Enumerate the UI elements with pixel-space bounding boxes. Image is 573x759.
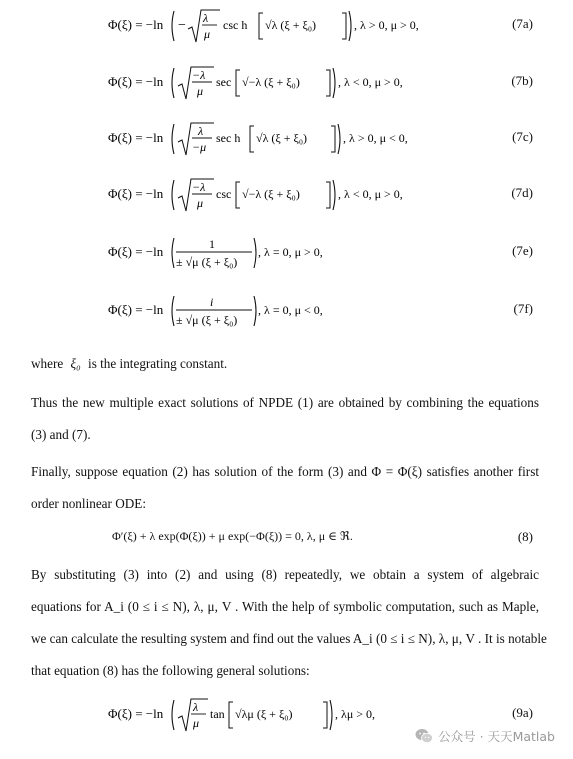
eq-condition: , λ = 0, μ < 0, [258, 303, 323, 317]
eq-denominator: −μ [192, 140, 207, 154]
paragraph-line: that equation (8) has the following general solutions: [31, 663, 310, 678]
equation-number: (8) [517, 529, 533, 544]
eq-argument: √−λ (ξ + ξ₀) [242, 75, 300, 89]
eq-condition: , λ > 0, μ > 0, [354, 18, 419, 32]
paragraph-line: order nonlinear ODE: [31, 496, 146, 511]
eq-denominator: μ [204, 27, 211, 41]
where-rest: is the integrating constant. [88, 356, 228, 371]
eq-function: sec [216, 75, 232, 89]
equation-7c-math [108, 117, 408, 161]
paragraph-line: equations for A_i (0 ≤ i ≤ N), λ, μ, V . With the help of symbolic computation, such as Maple, [31, 599, 539, 614]
equation-number: (7d) [511, 185, 533, 200]
eq-condition: , λμ > 0, [335, 707, 376, 721]
equation-number: (7b) [511, 73, 533, 88]
eq-argument: √−λ (ξ + ξ₀) [242, 187, 300, 201]
equation-7e [108, 231, 573, 271]
paragraph-3 [31, 559, 547, 687]
paragraph-2 [31, 456, 539, 520]
paragraph-line: (3) and (7). [31, 427, 91, 442]
eq-function: tan [210, 707, 225, 721]
eq-function: sec h [216, 131, 241, 145]
eq-lhs: Φ(ξ) = −ln [108, 186, 164, 201]
eq-denominator: μ [193, 716, 200, 730]
eq-lhs: Φ(ξ) = −ln [108, 706, 164, 721]
eq-numerator: i [210, 295, 214, 309]
equation-7a-math [108, 4, 419, 48]
paragraph-line: we can calculate the resulting system and find out the values A_i (0 ≤ i ≤ N), λ, μ, V . It is notable [31, 631, 547, 646]
eq-numerator: λ [193, 700, 199, 714]
equation-7f-math [108, 289, 408, 333]
eq-numerator: −λ [192, 180, 206, 194]
equation-7b-math [108, 61, 408, 105]
equation-8-text: Φ′(ξ) + λ exp(Φ(ξ)) + μ exp(−Φ(ξ)) = 0, λ, μ ∈ ℜ. [112, 529, 353, 543]
eq-numerator: −λ [192, 68, 206, 82]
eq-denominator: ± √μ (ξ + ξ₀) [176, 313, 238, 327]
equation-number: (7c) [512, 129, 533, 144]
equation-number: (7e) [512, 243, 533, 258]
eq-lhs: Φ(ξ) = −ln [108, 244, 164, 259]
equation-number: (7a) [512, 16, 533, 31]
eq-numerator: λ [198, 124, 204, 138]
eq-condition: , λ < 0, μ > 0, [338, 187, 403, 201]
equation-7f [108, 289, 573, 329]
equation-7d [108, 173, 573, 213]
eq-minus-sign: − [178, 18, 186, 33]
equation-9a-math [108, 693, 408, 737]
equation-7d-math [108, 173, 408, 217]
eq-lhs: Φ(ξ) = −ln [108, 74, 164, 89]
wechat-icon [415, 728, 433, 744]
eq-numerator: λ [203, 11, 209, 25]
eq-denominator: μ [197, 196, 204, 210]
equation-7a [108, 4, 573, 44]
where-word: where [31, 356, 64, 371]
eq-lhs: Φ(ξ) = −ln [108, 130, 164, 145]
equation-number: (7f) [513, 301, 533, 316]
eq-argument: √λμ (ξ + ξ₀) [235, 707, 293, 721]
eq-numerator: 1 [209, 237, 215, 251]
watermark-text: 公众号 · 天天Matlab [438, 729, 555, 744]
equation-7b [108, 61, 573, 101]
eq-denominator: ± √μ (ξ + ξ₀) [176, 255, 238, 269]
paragraph-line: By substituting (3) into (2) and using (8) repeatedly, we obtain a system of algebraic [31, 567, 539, 582]
paragraph-1 [31, 387, 539, 451]
eq-function: csc h [223, 18, 248, 32]
equation-7e-math [108, 231, 408, 275]
watermark [415, 727, 555, 745]
eq-function: csc [216, 187, 232, 201]
eq-argument: √λ (ξ + ξ₀) [256, 131, 308, 145]
paragraph-line: Finally, suppose equation (2) has solution of the form (3) and Φ = Φ(ξ) satisfies another first [31, 464, 539, 479]
eq-condition: , λ < 0, μ > 0, [338, 75, 403, 89]
equation-8 [112, 527, 573, 549]
integrating-constant-symbol: ξ₀ [70, 356, 81, 371]
equation-7c [108, 117, 573, 157]
eq-argument: √λ (ξ + ξ₀) [265, 18, 317, 32]
equation-number: (9a) [512, 705, 533, 720]
eq-lhs: Φ(ξ) = −ln [108, 302, 164, 317]
paragraph-line: Thus the new multiple exact solutions of NPDE (1) are obtained by combining the equations [31, 395, 539, 410]
where-line [31, 348, 539, 380]
eq-condition: , λ > 0, μ < 0, [343, 131, 408, 145]
eq-condition: , λ = 0, μ > 0, [258, 245, 323, 259]
eq-lhs: Φ(ξ) = −ln [108, 17, 164, 32]
eq-denominator: μ [197, 84, 204, 98]
